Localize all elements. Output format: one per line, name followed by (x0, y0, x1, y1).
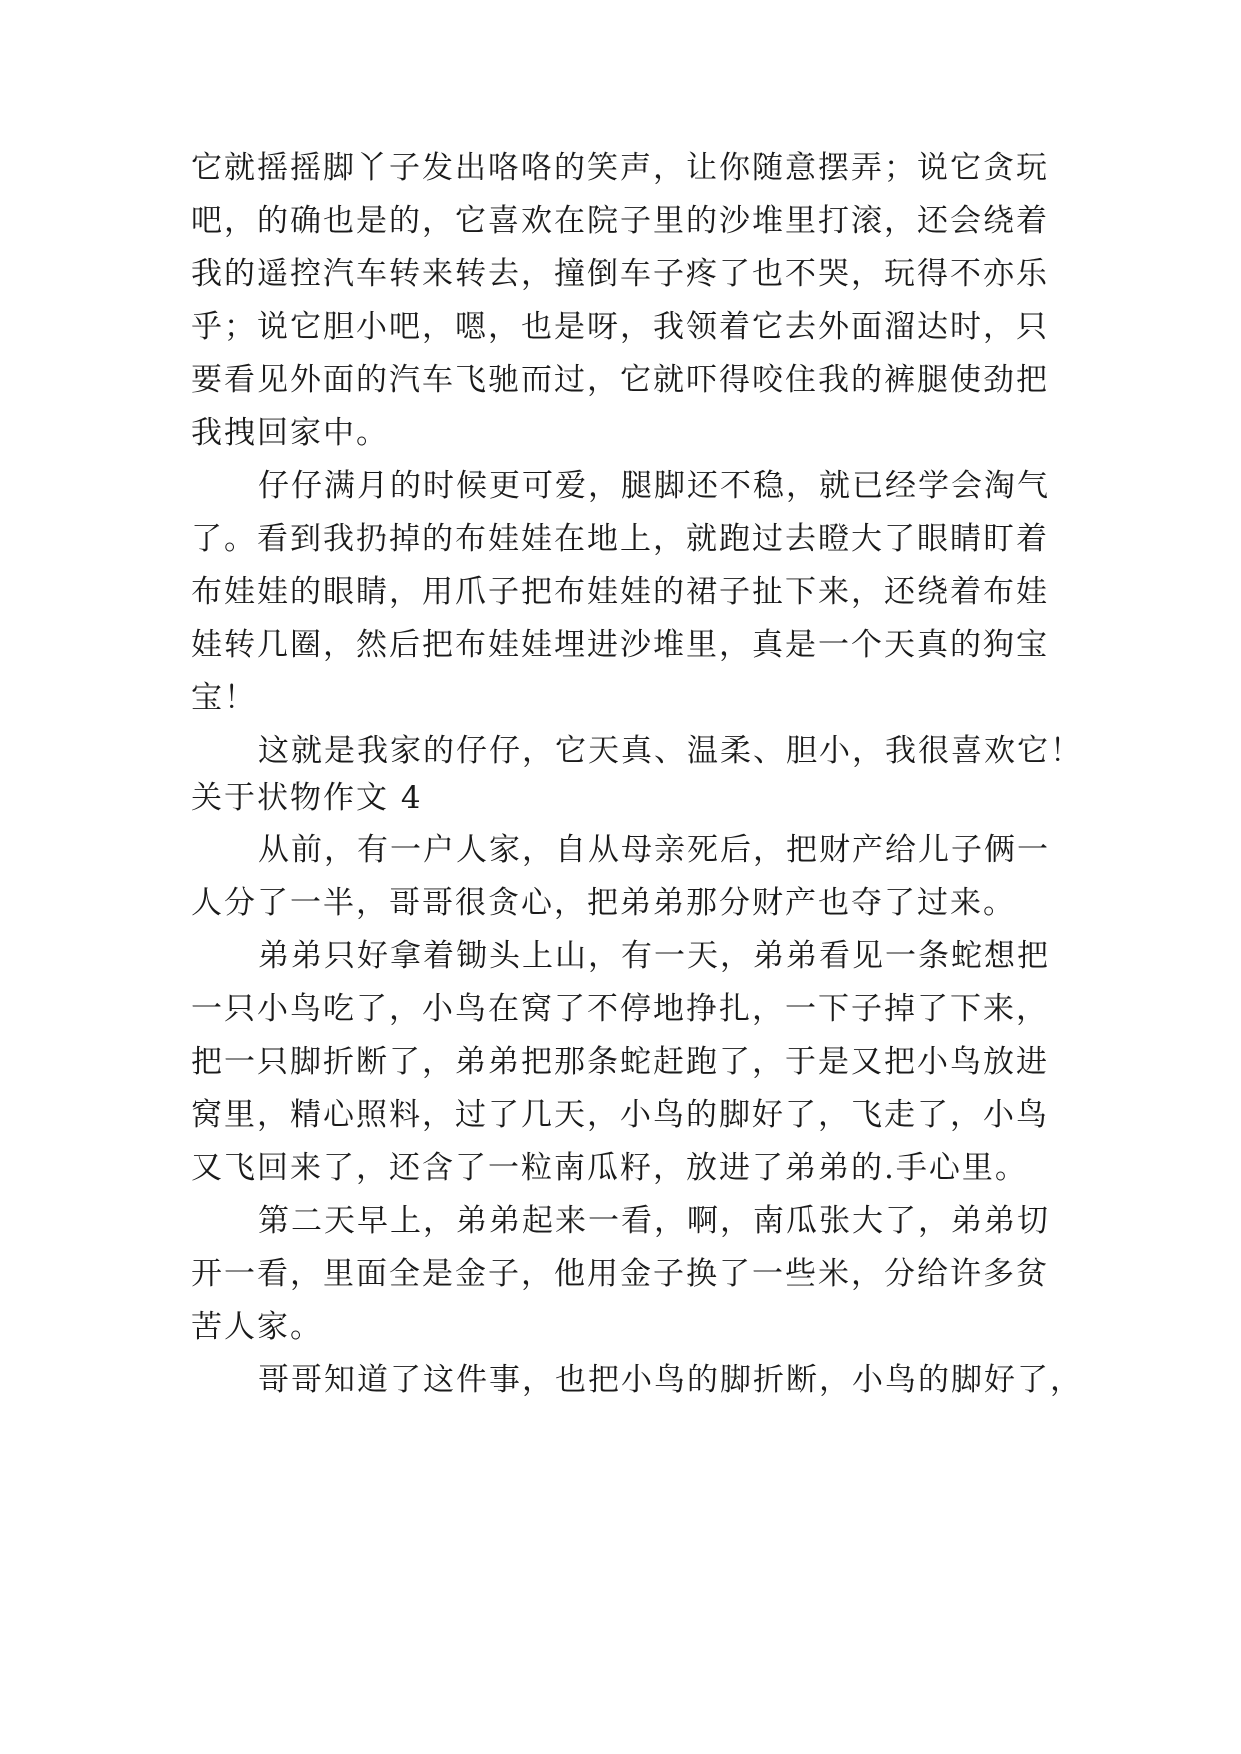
paragraph-first-line: 第二天早上，弟弟起来一看，啊，南瓜张大了，弟弟切 (258, 1203, 1050, 1239)
paragraph-first-line: 这就是我家的仔仔，它天真、温柔、胆小，我很喜欢它！ (258, 733, 1083, 769)
text-line: 了。看到我扔掉的布娃娃在地上，就跑过去瞪大了眼睛盯着 (191, 521, 1049, 557)
text-line: 又飞回来了，还含了一粒南瓜籽，放进了弟弟的.手心里。 (191, 1150, 1028, 1186)
text-line: 我的遥控汽车转来转去，撞倒车子疼了也不哭，玩得不亦乐 (191, 256, 1049, 292)
text-line: 一只小鸟吃了，小鸟在窝了不停地挣扎，一下子掉了下来， (191, 991, 1049, 1027)
paragraph-first-line: 从前，有一户人家，自从母亲死后，把财产给儿子俩一 (258, 832, 1050, 868)
paragraph-first-line: 哥哥知道了这件事，也把小鸟的脚折断，小鸟的脚好了， (258, 1362, 1083, 1398)
text-line: 要看见外面的汽车飞驰而过，它就吓得咬住我的裤腿使劲把 (191, 362, 1049, 398)
text-line: 把一只脚折断了，弟弟把那条蛇赶跑了，于是又把小鸟放进 (191, 1044, 1049, 1080)
text-line: 宝！ (191, 680, 257, 716)
text-line: 开一看，里面全是金子，他用金子换了一些米，分给许多贫 (191, 1256, 1049, 1292)
section-heading: 关于状物作文 4 (191, 780, 423, 816)
paragraph-first-line: 仔仔满月的时候更可爱，腿脚还不稳，就已经学会淘气 (258, 468, 1050, 504)
text-line: 窝里，精心照料，过了几天，小鸟的脚好了，飞走了，小鸟 (191, 1097, 1049, 1133)
text-line: 乎；说它胆小吧，嗯，也是呀，我领着它去外面溜达时，只 (191, 309, 1049, 345)
text-line: 吧，的确也是的，它喜欢在院子里的沙堆里打滚，还会绕着 (191, 203, 1049, 239)
text-line: 娃转几圈，然后把布娃娃埋进沙堆里，真是一个天真的狗宝 (191, 627, 1049, 663)
text-line: 布娃娃的眼睛，用爪子把布娃娃的裙子扯下来，还绕着布娃 (191, 574, 1049, 610)
text-line: 人分了一半，哥哥很贪心，把弟弟那分财产也夺了过来。 (191, 885, 1016, 921)
text-line: 它就摇摇脚丫子发出咯咯的笑声，让你随意摆弄；说它贪玩 (191, 150, 1049, 186)
text-line: 我拽回家中。 (191, 415, 389, 451)
text-line: 苦人家。 (191, 1309, 323, 1345)
paragraph-first-line: 弟弟只好拿着锄头上山，有一天，弟弟看见一条蛇想把 (258, 938, 1050, 974)
